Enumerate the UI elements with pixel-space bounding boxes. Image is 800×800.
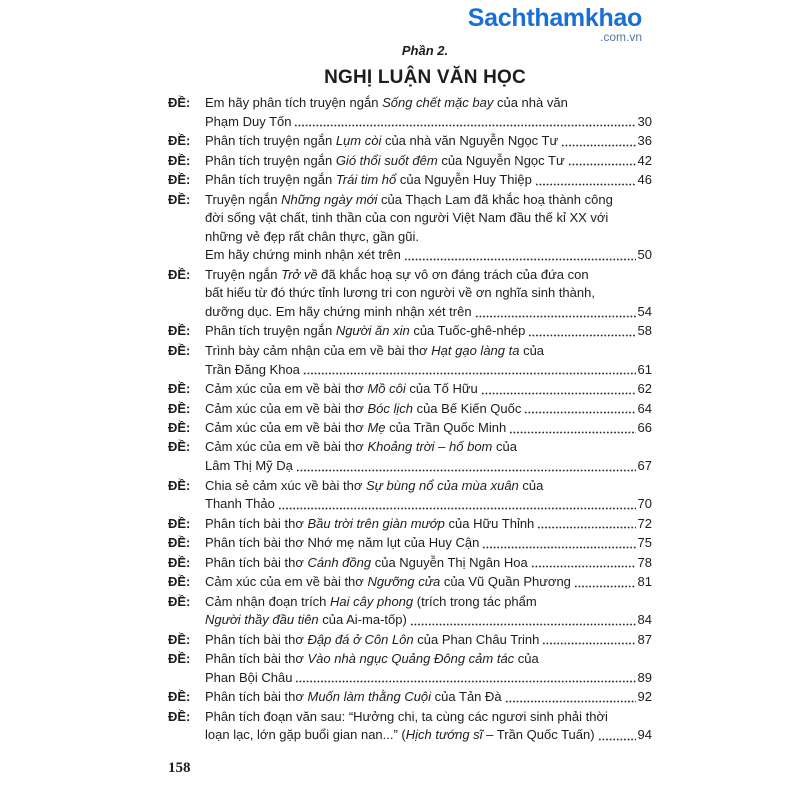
- line-text: [205, 611, 407, 630]
- dot-leader: [537, 515, 635, 534]
- entry-text-segment: Thanh Thảo: [205, 496, 275, 512]
- dot-leader: [561, 132, 635, 151]
- entry-page-number: 36: [637, 133, 652, 149]
- entry-line: [205, 113, 652, 132]
- toc-entry: [168, 631, 652, 650]
- line-text: [205, 495, 275, 514]
- entry-line: [205, 152, 652, 171]
- entry-text-segment: đời sống vật chất, tinh thần của con người Việt Nam đầu thế kỉ XX với: [205, 210, 609, 226]
- toc-entry: [168, 342, 652, 379]
- entry-page-number: 87: [637, 631, 652, 647]
- entry-text: [205, 573, 652, 592]
- entry-text-segment: của: [492, 439, 517, 455]
- entry-text: [205, 322, 652, 341]
- dot-leader: [524, 400, 635, 419]
- entry-text-segment: của Ai-ma-tốp): [318, 612, 407, 628]
- toc-entry: [168, 380, 652, 399]
- entry-text-segment: Chia sẻ cảm xúc về bài thơ: [205, 477, 366, 493]
- entry-line: [205, 266, 652, 285]
- work-title: Hạt gạo làng ta: [431, 342, 520, 358]
- entry-label: ĐỀ:: [168, 342, 191, 358]
- entry-page-number: 58: [637, 323, 652, 339]
- work-title: Bóc lịch: [367, 400, 413, 416]
- entry-line: [205, 477, 652, 496]
- entry-line: [205, 284, 652, 303]
- entry-text-segment: Phân tích đoạn văn sau: “Hưởng chi, ta cùng các ngươi sinh phải thời: [205, 708, 608, 724]
- entry-text-segment: của Vũ Quần Phương: [440, 574, 571, 590]
- entry-label: ĐỀ:: [168, 554, 191, 570]
- line-text: [205, 400, 521, 419]
- line-text: [205, 669, 292, 688]
- entry-page-number: 94: [637, 727, 652, 743]
- entry-page-number: 84: [637, 612, 652, 628]
- entry-text-segment: Phân tích bài thơ: [205, 515, 308, 531]
- toc-entry: [168, 191, 652, 265]
- entry-line: [205, 554, 652, 573]
- entry-text-segment: loạn lạc, lớn gặp buổi gian nan...” (: [205, 727, 406, 743]
- entry-text: [205, 266, 652, 322]
- entry-label: ĐỀ:: [168, 708, 191, 724]
- entry-line: [205, 631, 652, 650]
- entry-text-segment: Phân tích truyện ngắn: [205, 133, 336, 149]
- line-text: [205, 342, 544, 361]
- entry-label: ĐỀ:: [168, 574, 191, 590]
- work-title: Sống chết mặc bay: [382, 95, 494, 110]
- entry-line: [205, 534, 652, 553]
- section-title: NGHỊ LUẬN VĂN HỌC: [324, 67, 526, 88]
- entry-line: [205, 303, 652, 322]
- toc-entry: [168, 708, 652, 745]
- entry-label: ĐỀ:: [168, 420, 191, 435]
- line-text: [205, 631, 539, 650]
- line-text: [205, 534, 479, 553]
- dot-leader: [598, 726, 636, 745]
- line-text: [205, 554, 528, 573]
- entry-text: [205, 688, 652, 707]
- entry-text: [205, 152, 652, 171]
- entry-page-number: 64: [637, 400, 652, 416]
- line-text: [205, 688, 502, 707]
- entry-label: ĐỀ:: [168, 535, 191, 551]
- dot-leader: [482, 534, 635, 553]
- work-title: Hai cây phong: [330, 593, 414, 609]
- line-text: [205, 171, 532, 190]
- entry-page-number: 62: [637, 381, 652, 397]
- entry-page-number: 70: [637, 496, 652, 512]
- entry-text-segment: Phân tích truyện ngắn: [205, 323, 336, 339]
- entry-text-segment: của Nguyễn Thị Ngân Hoa: [371, 554, 528, 570]
- entry-text: [205, 631, 652, 650]
- toc-entry: [168, 534, 652, 553]
- entry-label: ĐỀ:: [168, 651, 191, 667]
- dot-leader: [542, 631, 635, 650]
- entry-text-segment: của nhà văn: [493, 95, 568, 110]
- entry-text-segment: Phân tích truyện ngắn: [205, 172, 336, 188]
- entry-text-segment: Phân tích truyện ngắn: [205, 152, 336, 168]
- entry-label: ĐỀ:: [168, 593, 191, 609]
- work-title: Mồ côi: [367, 381, 406, 397]
- entry-label: ĐỀ:: [168, 631, 191, 647]
- dot-leader: [528, 322, 635, 341]
- toc-entry: [168, 573, 652, 592]
- work-title: Đập đá ở Côn Lôn: [307, 631, 414, 647]
- entry-line: [205, 669, 652, 688]
- line-text: [205, 419, 506, 438]
- entry-line: [205, 400, 652, 419]
- entry-text: [205, 94, 652, 131]
- entry-text-segment: Lâm Thị Mỹ Dạ: [205, 458, 293, 474]
- entry-text-segment: Phân tích bài thơ: [205, 631, 308, 647]
- line-text: [205, 152, 565, 171]
- entry-text-segment: của Tố Hữu: [405, 381, 478, 397]
- entry-text: [205, 419, 652, 438]
- entry-text: [205, 380, 652, 399]
- entry-text: [205, 400, 652, 419]
- entry-text-segment: đã khắc hoạ sự vô ơn đáng trách của đứa con: [317, 266, 589, 282]
- entry-text-segment: Truyện ngắn: [205, 266, 282, 282]
- work-title: Sự bùng nổ của mùa xuân: [365, 477, 519, 493]
- entry-text-segment: của Phan Châu Trinh: [413, 631, 540, 647]
- dot-leader: [295, 669, 635, 688]
- entry-text-segment: của Tuốc-ghê-nhép: [409, 323, 526, 339]
- line-text: [205, 322, 525, 341]
- entry-label: ĐỀ:: [168, 439, 191, 455]
- entry-text-segment: của: [518, 477, 544, 493]
- entry-page-number: 46: [637, 172, 652, 188]
- line-text: [205, 515, 534, 534]
- entry-text-segment: của Bế Kiến Quốc: [412, 400, 522, 416]
- line-text: [205, 284, 595, 303]
- entry-text: [205, 708, 652, 745]
- entry-page-number: 61: [637, 361, 652, 377]
- entry-text-segment: của Hữu Thỉnh: [444, 515, 535, 531]
- entry-text-segment: Trần Đăng Khoa: [205, 361, 300, 377]
- entry-text: [205, 515, 652, 534]
- entry-label: ĐỀ:: [168, 266, 191, 282]
- line-text: [205, 228, 419, 247]
- entry-line: [205, 573, 652, 592]
- work-title: Trở về: [281, 266, 318, 282]
- part-heading: Phần 2.: [401, 43, 449, 58]
- line-text: [205, 132, 558, 151]
- line-text: [205, 303, 472, 322]
- entry-label: ĐỀ:: [168, 152, 191, 168]
- work-title: Người thầy đầu tiên: [205, 612, 319, 628]
- line-text: [205, 266, 589, 285]
- work-title: Gió thổi suốt đêm: [335, 152, 438, 168]
- dot-leader: [278, 495, 636, 514]
- page-number: 158: [168, 760, 191, 776]
- entry-text-segment: của Nguyễn Huy Thiệp: [396, 172, 532, 188]
- entry-text-segment: Truyện ngắn: [205, 191, 282, 207]
- entry-line: [205, 650, 652, 669]
- entry-page-number: 67: [637, 458, 652, 474]
- toc-entry: [168, 650, 652, 687]
- line-text: [205, 209, 608, 228]
- entry-text-segment: Cảm xúc của em về bài thơ: [205, 574, 368, 590]
- entry-line: [205, 688, 652, 707]
- entry-text: [205, 132, 652, 151]
- toc-entry: [168, 688, 652, 707]
- entry-text-segment: bất hiếu từ đó thức tỉnh lương tri con người về ơn nghĩa sinh thành,: [205, 285, 595, 301]
- entry-text-segment: của: [514, 651, 539, 667]
- line-text: [205, 191, 613, 210]
- entry-line: [205, 593, 652, 612]
- entry-text-segment: Em hãy phân tích truyện ngắn: [205, 95, 383, 110]
- dot-leader: [303, 361, 636, 380]
- entry-text-segment: Cảm xúc của em về bài thơ: [205, 439, 368, 455]
- line-text: [205, 457, 293, 476]
- entry-text-segment: Phạm Duy Tốn: [205, 113, 292, 129]
- work-title: Cánh đồng: [307, 554, 372, 570]
- entry-page-number: 92: [637, 689, 652, 705]
- line-text: [205, 380, 478, 399]
- entry-label: ĐỀ:: [168, 381, 191, 397]
- entry-text-segment: của: [519, 342, 545, 358]
- entry-line: [205, 438, 652, 457]
- line-text: [205, 477, 543, 496]
- entry-page-number: 30: [637, 113, 652, 129]
- line-text: [205, 361, 300, 380]
- entry-page-number: 66: [637, 420, 652, 435]
- toc-entry: [168, 152, 652, 171]
- entry-line: [205, 361, 652, 380]
- entry-text-segment: Cảm xúc của em về bài thơ: [205, 381, 368, 397]
- work-title: Ngưỡng cửa: [367, 574, 441, 590]
- dot-leader: [296, 457, 636, 476]
- entry-text: [205, 477, 652, 514]
- work-title: Hịch tướng sĩ: [405, 727, 483, 743]
- line-text: [205, 246, 401, 265]
- work-title: Vào nhà ngục Quảng Đông cảm tác: [307, 651, 515, 667]
- entry-text-segment: Phân tích bài thơ: [205, 554, 308, 570]
- work-title: Lụm còi: [335, 133, 382, 149]
- entry-text-segment: (trích trong tác phẩm: [413, 593, 537, 609]
- entry-line: [205, 611, 652, 630]
- entry-line: [205, 132, 652, 151]
- entry-line: [205, 342, 652, 361]
- entry-line: [205, 495, 652, 514]
- entry-text-segment: Phân tích bài thơ: [205, 689, 308, 705]
- toc-entry: [168, 322, 652, 341]
- toc-entry: [168, 554, 652, 573]
- entry-text-segment: của Nguyễn Ngọc Tư: [437, 152, 565, 168]
- toc-entry: [168, 593, 652, 630]
- work-title: Người ăn xin: [335, 323, 410, 339]
- entry-text-segment: của nhà văn Nguyễn Ngọc Tư: [381, 133, 559, 149]
- watermark-logo: [468, 4, 642, 44]
- entry-line: [205, 419, 652, 438]
- entry-text-segment: Cảm xúc của em về bài thơ: [205, 420, 368, 435]
- entry-label: ĐỀ:: [168, 477, 191, 493]
- entry-text-segment: Phân tích bài thơ: [205, 651, 308, 667]
- entry-line: [205, 94, 652, 113]
- dot-leader: [505, 688, 636, 707]
- entry-text-segment: Cảm xúc của em về bài thơ: [205, 400, 368, 416]
- toc-entry: [168, 515, 652, 534]
- toc-entry: [168, 266, 652, 322]
- entry-page-number: 81: [637, 574, 652, 590]
- work-title: Mẹ: [367, 420, 386, 435]
- entry-label: ĐỀ:: [168, 689, 191, 705]
- line-text: [205, 708, 608, 727]
- entry-page-number: 89: [637, 669, 652, 685]
- entry-text: [205, 593, 652, 630]
- entry-line: [205, 457, 652, 476]
- entry-text: [205, 438, 652, 475]
- entry-text-segment: của Trần Quốc Minh: [385, 420, 507, 435]
- toc-entry: [168, 419, 652, 438]
- entry-text-segment: – Trần Quốc Tuấn): [482, 727, 595, 743]
- entry-line: [205, 708, 652, 727]
- line-text: [205, 650, 539, 669]
- toc-entry: [168, 438, 652, 475]
- entry-line: [205, 191, 652, 210]
- toc-entry: [168, 132, 652, 151]
- dot-leader: [574, 573, 636, 592]
- entry-line: [205, 171, 652, 190]
- entry-text-segment: Em hãy chứng minh nhận xét trên: [205, 247, 401, 263]
- entry-text-segment: Phân tích bài thơ Nhớ mẹ năm lụt của Huy Cận: [205, 535, 480, 551]
- dot-leader: [410, 611, 636, 630]
- entry-label: ĐỀ:: [168, 323, 191, 339]
- entry-page-number: 50: [637, 247, 652, 263]
- entry-line: [205, 228, 652, 247]
- watermark-brand: Sachthamkhao: [467, 4, 642, 32]
- dot-leader: [294, 113, 635, 132]
- entry-page-number: 54: [637, 303, 652, 319]
- toc-entry: [168, 171, 652, 190]
- work-title: Trái tim hổ: [335, 172, 397, 188]
- entry-page-number: 75: [637, 535, 652, 551]
- entry-text-segment: của Thạch Lam đã khắc hoạ thành công: [377, 191, 613, 207]
- line-text: [205, 573, 571, 592]
- toc-entry: [168, 400, 652, 419]
- entry-text-segment: những vẻ đẹp rất chân thực, gần gũi.: [205, 228, 419, 244]
- entry-label: ĐỀ:: [168, 133, 191, 149]
- line-text: [205, 593, 537, 612]
- toc-entry: [168, 94, 652, 131]
- entry-label: ĐỀ:: [168, 172, 191, 188]
- entry-line: [205, 515, 652, 534]
- table-of-contents: [168, 94, 652, 746]
- entry-line: [205, 246, 652, 265]
- entry-label: ĐỀ:: [168, 191, 191, 207]
- work-title: Bầu trời trên giàn mướp: [307, 515, 445, 531]
- work-title: Muốn làm thằng Cuội: [307, 689, 432, 705]
- entry-line: [205, 380, 652, 399]
- entry-label: ĐỀ:: [168, 95, 191, 110]
- dot-leader: [404, 246, 636, 265]
- dot-leader: [475, 303, 636, 322]
- entry-text-segment: dưỡng dục. Em hãy chứng minh nhận xét trên: [205, 303, 472, 319]
- dot-leader: [568, 152, 636, 171]
- line-text: [205, 113, 291, 132]
- toc-entry: [168, 477, 652, 514]
- dot-leader: [481, 380, 636, 399]
- entry-label: ĐỀ:: [168, 400, 191, 416]
- watermark-domain: .com.vn: [599, 30, 642, 44]
- entry-line: [205, 209, 652, 228]
- entry-page-number: 42: [637, 152, 652, 168]
- entry-text: [205, 554, 652, 573]
- entry-page-number: 78: [637, 554, 652, 570]
- entry-text: [205, 534, 652, 553]
- line-text: [205, 726, 595, 745]
- line-text: [205, 94, 568, 113]
- dot-leader: [509, 419, 635, 438]
- entry-text: [205, 171, 652, 190]
- entry-text: [205, 650, 652, 687]
- line-text: [205, 438, 517, 457]
- work-title: Khoảng trời – hố bom: [367, 439, 493, 455]
- entry-text-segment: Trình bày cảm nhận của em về bài thơ: [205, 342, 432, 358]
- entry-label: ĐỀ:: [168, 515, 191, 531]
- dot-leader: [535, 171, 636, 190]
- entry-text: [205, 342, 652, 379]
- entry-text-segment: của Tản Đà: [431, 689, 502, 705]
- dot-leader: [531, 554, 636, 573]
- work-title: Những ngày mới: [281, 191, 378, 207]
- entry-line: [205, 322, 652, 341]
- entry-text-segment: Phan Bội Châu: [205, 669, 293, 685]
- entry-text-segment: Cảm nhận đoạn trích: [205, 593, 331, 609]
- entry-line: [205, 726, 652, 745]
- entry-text: [205, 191, 652, 265]
- entry-page-number: 72: [637, 515, 652, 531]
